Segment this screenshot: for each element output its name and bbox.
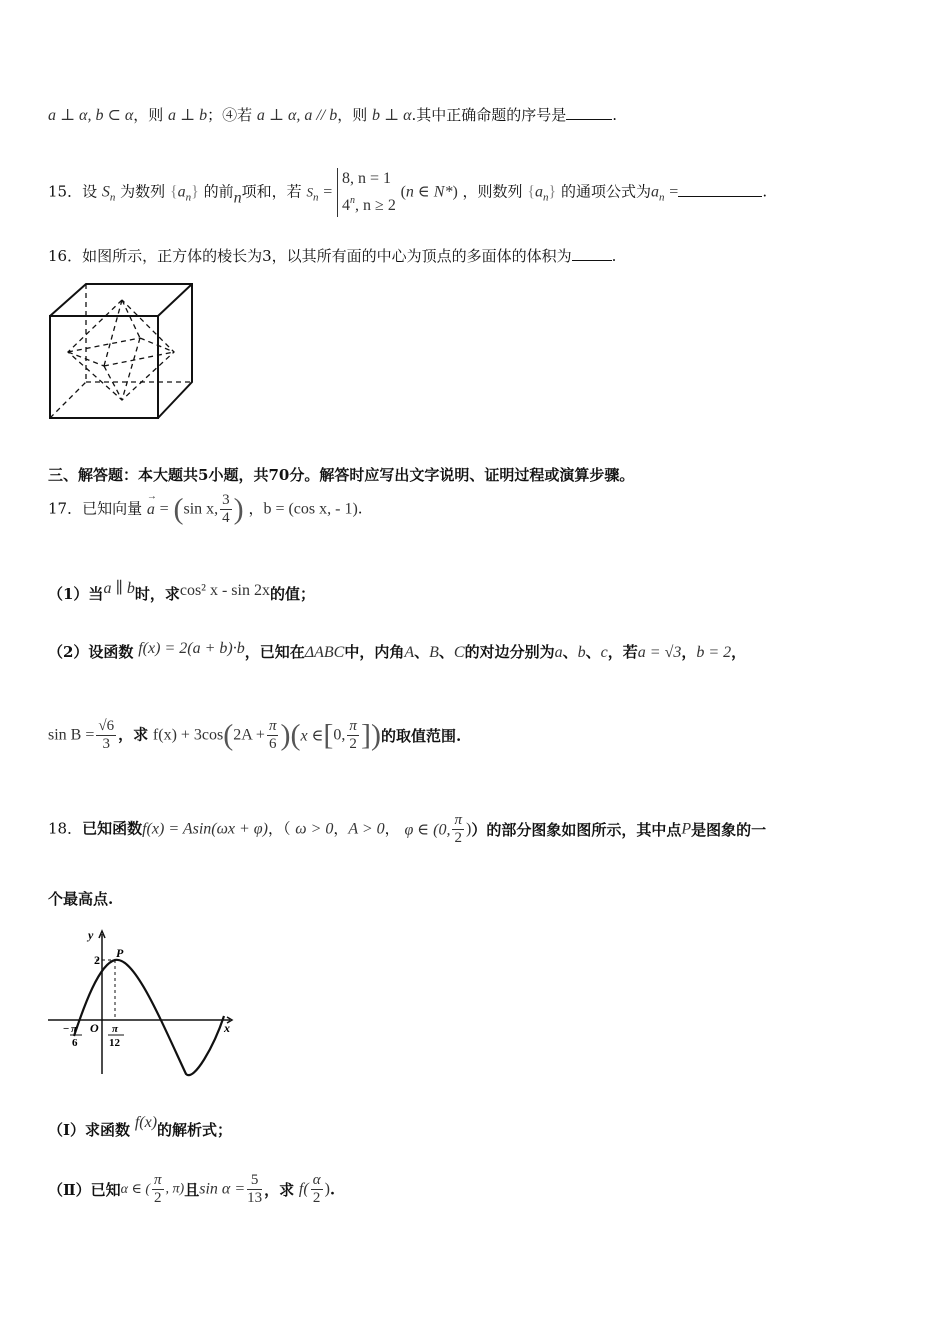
question-18: 18．已知函数f(x) = Asin(ωx + φ)，（ ω > 0，A > 0， φ ∈ (0, $\frac{\pi}{2}$ )）的部分图象如图所示，其中点P是图象的一 xyxy=(48,812,767,846)
q14-premise-4: a ⊥ α, a // b xyxy=(256,107,338,124)
q14-premise: a ⊥ α, b ⊂ α xyxy=(48,107,134,124)
question-17-part-2-cont: sin B = $\frac{√6}{3}$ ，求 f(x) + 3cos(2A + $\frac{\pi}{6}$ )(x ∈[0, $\frac{\pi}{2}$ ])的取值范围. xyxy=(48,718,462,752)
question-17: 17．已知向量 a → = (sin x, $\frac{3}{4}$ ) ，b = (cos x, - 1). xyxy=(48,490,363,526)
svg-text:−: − xyxy=(63,1023,70,1035)
q14-tail: a ⊥ α, b ⊂ α，则 a ⊥ b；④若 a ⊥ α, a // b，则 b ⊥ α.其中正确命题的序号是 . xyxy=(48,106,618,124)
sine-curve xyxy=(74,960,224,1075)
piecewise-definition: 8, n = 1 4$^n$, n ≥ 2 xyxy=(337,168,396,217)
question-18-part-2: （Ⅱ）已知α ∈ ( $\frac{\pi}{2}$ , π)且sin α = $\frac{5}{13}$ ，求 f( $\frac{\alpha}{2}$ ). xyxy=(48,1172,336,1206)
q14-conclusion: a ⊥ b xyxy=(168,107,208,124)
cube-figure xyxy=(44,278,200,426)
svg-text:P: P xyxy=(116,946,124,960)
section-heading: 三、解答题：本大题共5小题，共70分。解答时应写出文字说明、证明过程或演算步骤。 xyxy=(48,466,635,484)
question-17-part-2: （2）设函数 f(x) = 2(a + b)·b，已知在ΔABC中，内角A、B、C的对边分别为a、b、c，若a = √3，b = 2， xyxy=(48,640,747,661)
svg-text:π: π xyxy=(112,1023,119,1035)
svg-text:O: O xyxy=(90,1021,99,1035)
question-18-part-1: （Ⅰ）求函数 f(x)的解析式； xyxy=(48,1114,233,1139)
svg-text:π: π xyxy=(71,1023,78,1035)
svg-text:2: 2 xyxy=(94,953,100,967)
answer-blank xyxy=(572,260,612,261)
q14-conclusion-4: b ⊥ α xyxy=(372,107,412,124)
question-18-cont: 个最高点. xyxy=(48,890,114,908)
svg-text:x: x xyxy=(224,1021,230,1035)
svg-text:6: 6 xyxy=(72,1037,78,1049)
question-17-part-1: （1）当a ∥ b时，求cos² x - sin 2x的值； xyxy=(48,580,315,603)
answer-blank xyxy=(678,196,762,197)
sine-graph xyxy=(44,926,236,1078)
svg-text:12: 12 xyxy=(109,1037,120,1049)
vector-a: a → xyxy=(146,490,157,518)
answer-blank xyxy=(566,119,612,120)
svg-text:y: y xyxy=(88,928,94,942)
question-15: 15．设 $S_n$ 为数列 $\{a_n\}$ 的前n项和，若 $S_n$ = 8, n = 1 4$^n$, n ≥ 2 (n ∈ N*) ，则数列 $\{a_n\}$ 的通项公式为$a_n$ = . xyxy=(48,168,767,217)
question-16: 16．如图所示，正方体的棱长为3，以其所有面的中心为顶点的多面体的体积为 . xyxy=(48,247,617,265)
